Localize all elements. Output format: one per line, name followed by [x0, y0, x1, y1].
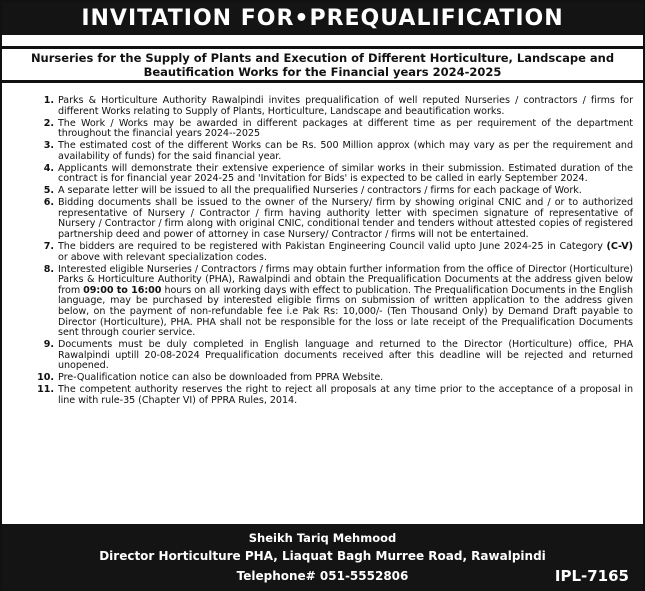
clause-1 — [43, 95, 633, 117]
clause-text — [58, 264, 633, 339]
clause-11 — [37, 384, 633, 406]
signatory-name: Sheikh Tariq Mehmood — [248, 531, 397, 545]
clause-text-part: hours on all working days with effect to publication. The Prequalification Documents in the English language, may be purchased by interested eligible firms on submission of written application to the address given below, on the payment of non-refundable fee i.e Pak Rs: 10,000/- (Ten Thousand Only) by Demand Draft payable to Director (Horticulture), PHA. PHA shall not be responsible for the loss or late receipt of the Prequalification Documents sent through courier service. — [58, 284, 633, 339]
clause-number: 10. — [37, 372, 54, 384]
clause-list — [37, 95, 633, 408]
category-code: (C-V) — [606, 241, 633, 253]
clause-7 — [43, 241, 633, 263]
ipl-code: IPL-7165 — [554, 567, 629, 585]
clause-text: Pre-Qualification notice can also be downloaded from PPRA Website. — [58, 372, 384, 384]
clause-text: Documents must be duly completed in English language and returned to the Director (Horticulture) office, PHA Rawalpindi uptill 20-08-2024 Prequalification documents received after this deadline will be rejected and returned unopened. — [58, 339, 633, 372]
subtitle-band — [2, 46, 643, 83]
clause-9 — [43, 339, 633, 372]
clause-text: A separate letter will be issued to all the prequalified Nurseries / contractors / firms for each package of Work. — [58, 185, 582, 197]
clause-number: 4. — [43, 162, 54, 174]
clause-number: 5. — [43, 185, 54, 197]
clause-text-part: Interested eligible Nurseries / Contractors / firms may obtain further information from the office of Director (Horticulture) Parks & Horticulture Authority (PHA), Rawalpindi and obtain the Prequalification Documents at the address given below from — [58, 263, 633, 296]
clause-text: Applicants will demonstrate their extensive experience of similar works in their submission. Estimated duration of the contract is for financial year 2024-25 and 'Invitation for Bids' is expected to be called in early September 2024. — [58, 162, 633, 185]
clause-text-part: or above with relevant specialization codes. — [58, 251, 267, 263]
clause-text: Parks & Horticulture Authority Rawalpindi invites prequalification of well reputed Nurseries / contractors / firms for different Works relating to Supply of Plants, Horticulture, Landscape and beautification works. — [58, 95, 633, 117]
clause-text: The Work / Works may be awarded in different packages at different time as per requirement of the department throughout the financial years 2024--2025 — [58, 117, 633, 140]
clause-text: The competent authority reserves the right to reject all proposals at any time prior to the acceptance of a proposal in line with rule-35 (Chapter VI) of PPRA Rules, 2014. — [58, 384, 633, 406]
clause-number: 1. — [43, 95, 54, 106]
clause-2 — [43, 117, 633, 140]
clause-text: The estimated cost of the different Works can be Rs. 500 Million approx (which may vary as per the requirement and availability of funds) for the said financial year. — [58, 140, 633, 162]
clause-text: Bidding documents shall be issued to the owner of the Nursery/ firm by showing original CNIC and / or to authorized representative of Nursery / Contractor / firm having authority letter with specimen signature of representative of Nursery / Contractor / firm along with original CNIC, conditional tender and tenders without attested copies of registered partnership deed and power of attorney in case Nursery/ Contractor / firms will not be entertained. — [58, 197, 633, 241]
subtitle: Nurseries for the Supply of Plants and Execution of Different Horticulture, Landscape and Beautification Works for the Financial years 2024-2025 — [30, 50, 615, 79]
clause-number: 3. — [43, 140, 54, 152]
footer-banner — [2, 524, 643, 591]
clause-10 — [37, 372, 633, 384]
clause-text-part: The bidders are required to be registered with Pakistan Engineering Council valid upto June 2024-25 in Category — [58, 241, 607, 253]
clause-number: 6. — [43, 197, 54, 209]
clause-3 — [43, 140, 633, 162]
clause-8 — [43, 263, 633, 339]
clause-number: 11. — [37, 384, 54, 396]
page-title: INVITATION FOR•PREQUALIFICATION — [81, 6, 564, 31]
title-banner — [2, 2, 643, 35]
signatory-designation: Director Horticulture PHA, Liaquat Bagh Murree Road, Rawalpindi — [99, 549, 546, 563]
office-hours: 09:00 to 16:00 — [83, 284, 162, 296]
clause-number: 8. — [43, 263, 54, 275]
clause-6 — [43, 197, 633, 241]
clause-text — [58, 241, 633, 263]
clause-number: 9. — [43, 339, 54, 351]
clause-number: 7. — [43, 241, 54, 253]
telephone-number: Telephone# 051-5552806 — [236, 569, 409, 583]
clause-5 — [43, 185, 633, 197]
clause-number: 2. — [43, 117, 54, 129]
clause-4 — [43, 162, 633, 185]
